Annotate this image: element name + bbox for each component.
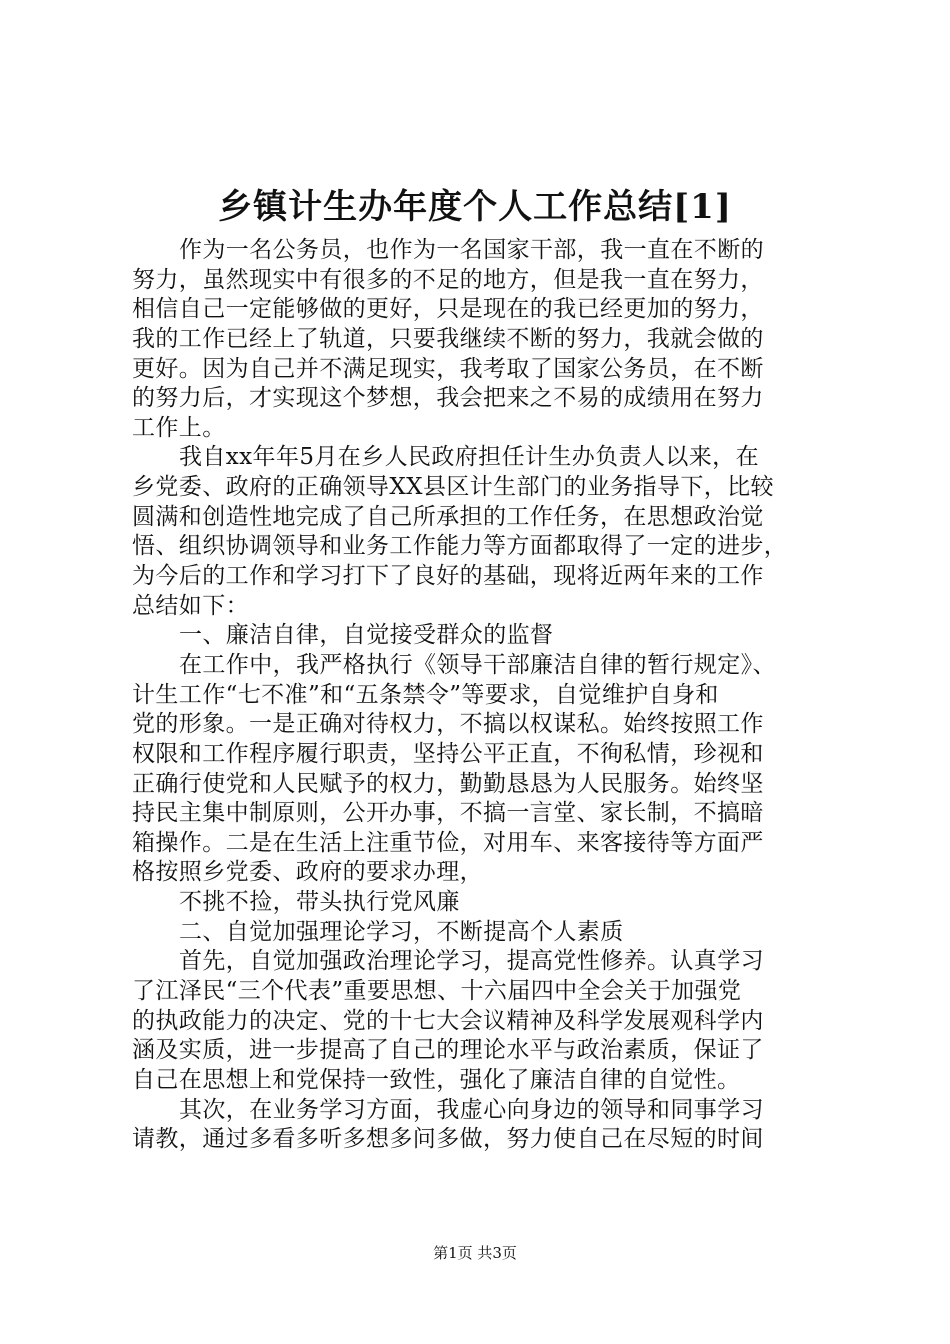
text-line: 请教，通过多看多听多想多问多做，努力使自己在尽短的时间 xyxy=(132,1126,764,1153)
text-line: 权限和工作程序履行职责，坚持公平正直，不徇私情，珍视和 xyxy=(132,740,764,767)
text-line: 更好。因为自己并不满足现实，我考取了国家公务员，在不断 xyxy=(132,355,764,382)
document-body xyxy=(132,236,832,1155)
text-line: 党的形象。一是正确对待权力，不搞以权谋私。始终按照工作 xyxy=(132,711,764,738)
text-line: 的努力后，才实现这个梦想，我会把来之不易的成绩用在努力 xyxy=(132,385,764,412)
text-line: 为今后的工作和学习打下了良好的基础，现将近两年来的工作 xyxy=(132,563,764,590)
page-footer: 第1页 共3页 xyxy=(433,1244,517,1262)
text-line: 我自xx年年5月在乡人民政府担任计生办负责人以来，在 xyxy=(179,444,759,471)
text-line: 涵及实质，进一步提高了自己的理论水平与政治素质，保证了 xyxy=(132,1037,764,1064)
document-title: 乡镇计生办年度个人工作总结[1] xyxy=(218,187,732,227)
text-line: 箱操作。二是在生活上注重节俭，对用车、来客接待等方面严 xyxy=(132,829,764,856)
text-line: 一、廉洁自律，自觉接受群众的监督 xyxy=(179,622,554,649)
text-line: 圆满和创造性地完成了自己所承担的工作任务，在思想政治觉 xyxy=(132,503,764,530)
text-line: 的执政能力的决定、党的十七大会议精神及科学发展观科学内 xyxy=(132,1007,764,1034)
text-line: 持民主集中制原则，公开办事，不搞一言堂、家长制，不搞暗 xyxy=(132,800,764,827)
text-line: 首先，自觉加强政治理论学习，提高党性修养。认真学习 xyxy=(179,948,764,975)
text-line: 我的工作已经上了轨道，只要我继续不断的努力，我就会做的 xyxy=(132,325,764,352)
text-line: 总结如下： xyxy=(132,592,249,619)
text-line: 正确行使党和人民赋予的权力，勤勤恳恳为人民服务。始终坚 xyxy=(132,770,764,797)
text-line: 相信自己一定能够做的更好，只是现在的我已经更加的努力， xyxy=(132,296,764,323)
text-line: 其次，在业务学习方面，我虚心向身边的领导和同事学习 xyxy=(179,1096,764,1123)
text-line: 二、自觉加强理论学习，不断提高个人素质 xyxy=(179,918,624,945)
text-line: 计生工作“七不准”和“五条禁令”等要求，自觉维护自身和 xyxy=(132,681,719,708)
text-line: 格按照乡党委、政府的要求办理， xyxy=(132,859,483,886)
text-line: 悟、组织协调领导和业务工作能力等方面都取得了一定的进步， xyxy=(132,533,788,560)
text-line: 了江泽民“三个代表”重要思想、十六届四中全会关于加强党 xyxy=(132,978,742,1005)
text-line: 作为一名公务员，也作为一名国家干部，我一直在不断的 xyxy=(179,237,764,263)
text-line: 乡党委、政府的正确领导XX县区计生部门的业务指导下，比较 xyxy=(132,474,774,501)
text-line: 在工作中，我严格执行《领导干部廉洁自律的暂行规定》、 xyxy=(179,651,776,678)
text-line: 努力，虽然现实中有很多的不足的地方，但是我一直在努力， xyxy=(132,266,764,293)
text-line: 自己在思想上和党保持一致性，强化了廉洁自律的自觉性。 xyxy=(132,1066,741,1093)
text-line: 工作上。 xyxy=(132,414,226,441)
text-line: 不挑不捡，带头执行党风廉 xyxy=(179,889,460,916)
